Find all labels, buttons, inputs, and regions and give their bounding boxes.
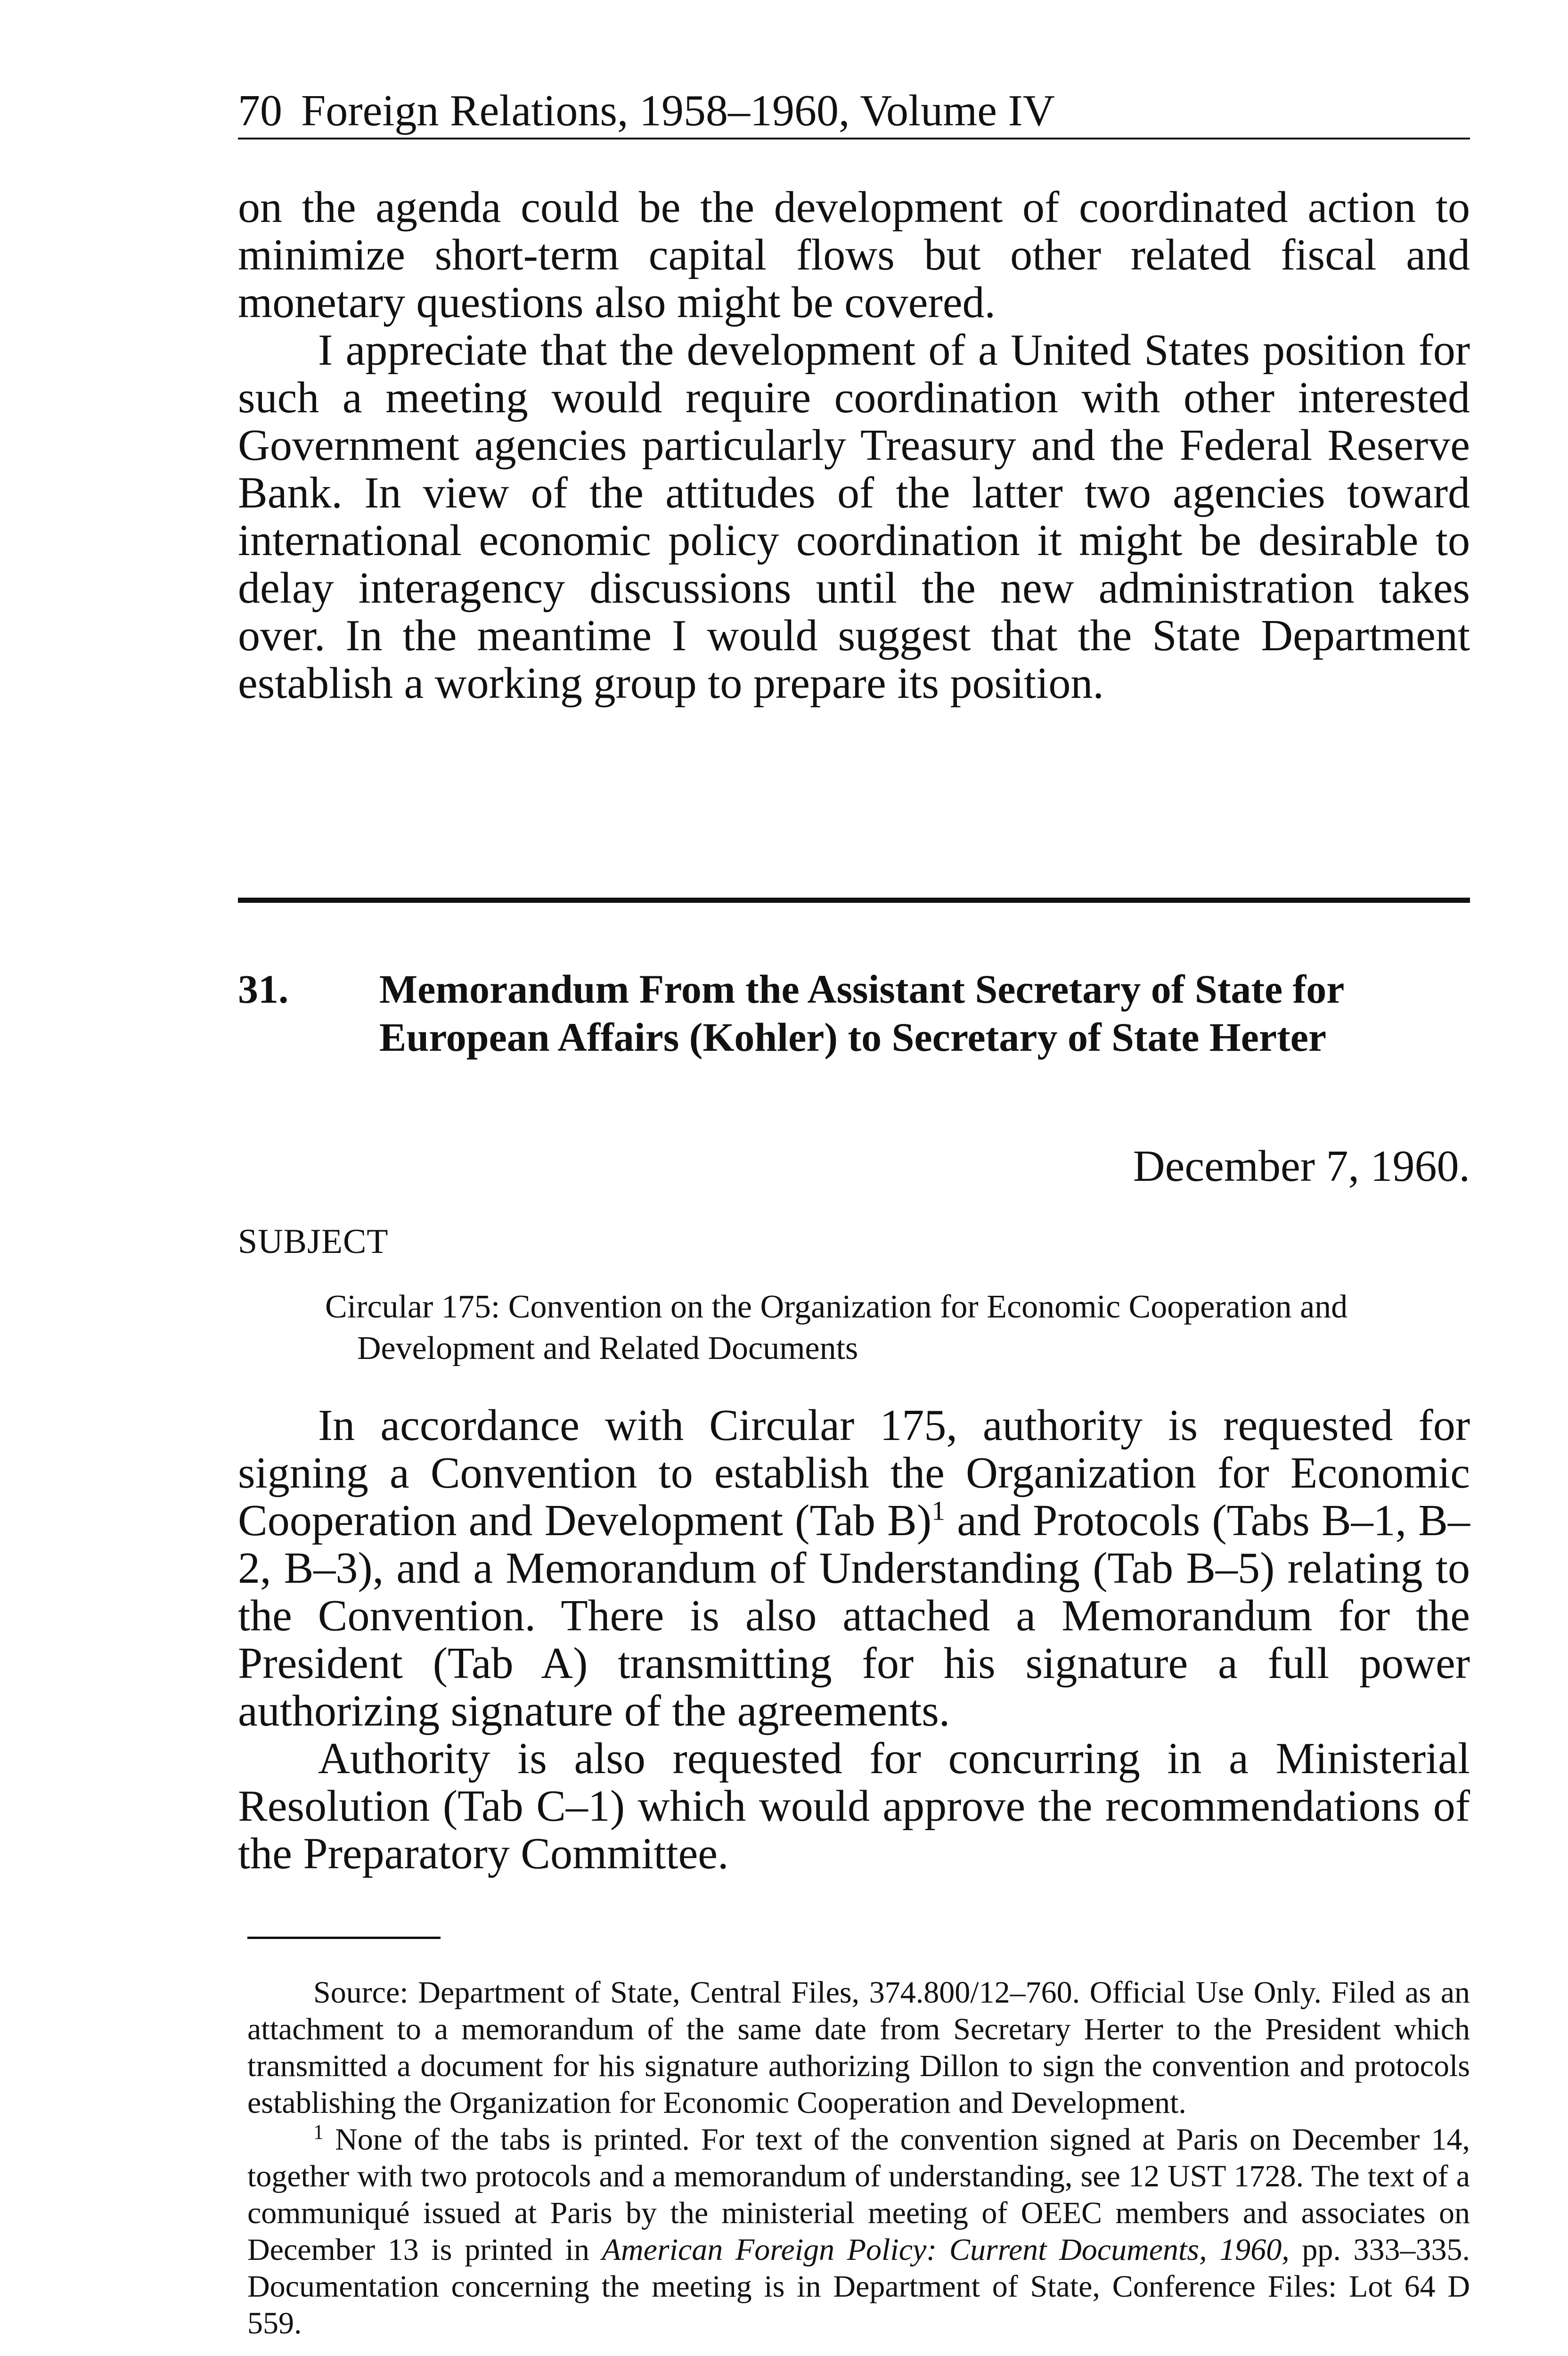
footnote-text: None of the tabs is printed. For text of the convention signed at Paris on December 14, together with two protocols and a memorandum of understanding, see 12 UST 1728. The text of a communiqué issued at Paris by the ministerial meeting of OEEC members and associates on December 13 is printed in (247, 2122, 1470, 2267)
memo-text: and Protocols (Tabs B–1, B–2, B–3), and a Memorandum of Understanding (Tab B–5) relating to the Convention. There is also attached a Memorandum for the President (Tab A) transmitting for his signature a full power authorizing signature of the agreements. (238, 1496, 1470, 1735)
document-date: December 7, 1960. (1133, 1142, 1470, 1191)
memo-paragraph (238, 1402, 1470, 1735)
memo-paragraph: Authority is also requested for concurring in a Ministerial Resolution (Tab C–1) which would approve the recommendations of the Preparatory Committee. (238, 1734, 1470, 1878)
subject-label: SUBJECT (238, 1222, 389, 1261)
subject-line-1: Circular 175: Convention on the Organization for Economic Cooperation and (325, 1289, 1348, 1325)
section-divider (238, 898, 1470, 903)
document-number: 31. (238, 966, 289, 1012)
subject-text (325, 1286, 1470, 1369)
continuation-paragraph: on the agenda could be the development of coordinated action to minimize short-term capital flows but other related fiscal and monetary questions also might be covered. (238, 183, 1470, 327)
subject-line-2: Development and Related Documents (357, 1330, 858, 1366)
memorandum-body (238, 1402, 1470, 1878)
volume-title: Foreign Relations, 1958–1960, Volume IV (301, 86, 1055, 135)
running-header (238, 85, 1470, 139)
footnote-rule (247, 1937, 441, 1939)
footnote-1 (247, 2121, 1470, 2342)
page-number: 70 (238, 86, 282, 135)
publication-title: American Foreign Policy: Current Documents, 1960, (602, 2233, 1290, 2267)
document-title: Memorandum From the Assistant Secretary of State for European Affairs (Kohler) to Secretary of State Herter (379, 966, 1344, 1060)
continuation-paragraph: I appreciate that the development of a United States position for such a meeting would require coordination with other interested Government agencies particularly Treasury and the Federal Reserve Bank. In view of the attitudes of the latter two agencies toward international economic policy coordination it might be desirable to delay interagency discussions until the new administration takes over. In the meantime I would suggest that the State Department establish a working group to prepare its position. (238, 326, 1470, 708)
source-note: Source: Department of State, Central Files, 374.800/12–760. Official Use Only. Filed as an attachment to a memorandum of the same date from Secretary Herter to the President which transmitted a document for his signature authorizing Dillon to sign the convention and protocols establishing the Organization for Economic Cooperation and Development. (247, 1975, 1470, 2120)
continuation-text (238, 184, 1470, 707)
footnote-marker: 1 (313, 2120, 324, 2143)
footnote-text: pp. 333–335. Documentation concerning the meeting is in Department of State, Conference Files: Lot 64 D 559. (247, 2233, 1470, 2340)
memo-text: In accordance with Circular 175, authority is requested for signing a Convention to establish the Organization for Economic Cooperation and Development (Tab B) (238, 1401, 1470, 1545)
footnote-reference: 1 (931, 1495, 946, 1526)
footnotes (247, 1974, 1470, 2342)
